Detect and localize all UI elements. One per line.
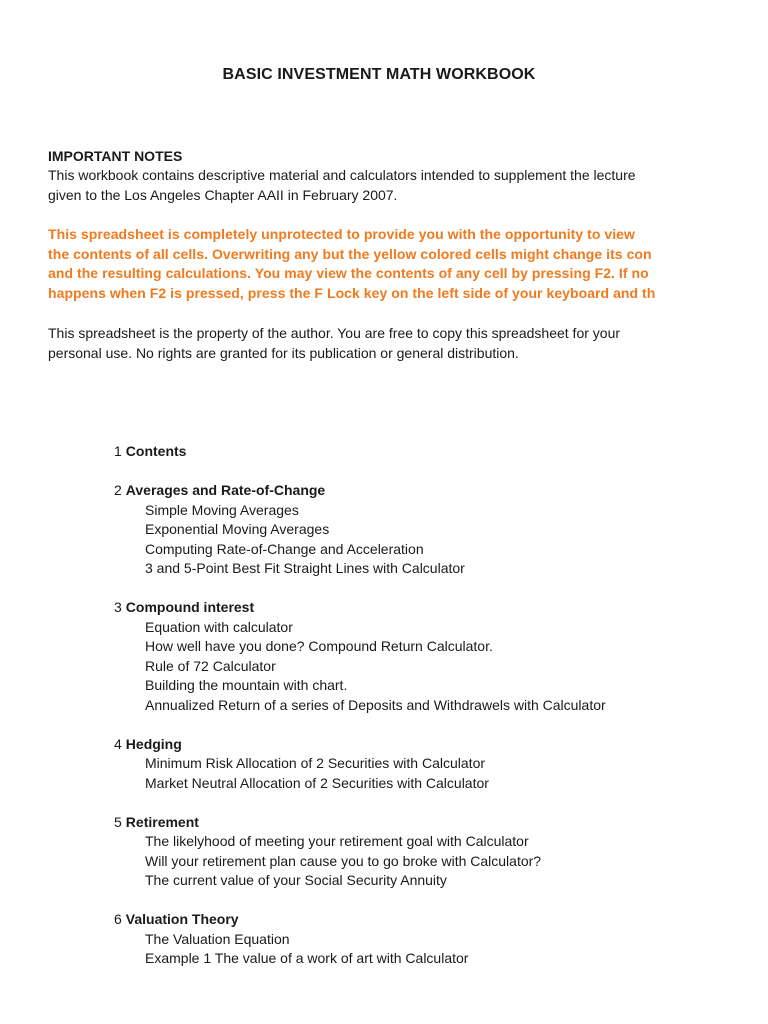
toc-section-number: 3 — [114, 599, 122, 615]
toc-section-title: Averages and Rate-of-Change — [125, 482, 326, 498]
toc-section-title: Contents — [125, 443, 187, 459]
toc-section-heading — [114, 442, 754, 462]
warning-line: the contents of all cells. Overwriting any but the yellow colored cells might change its con — [48, 245, 652, 262]
toc-section-heading — [114, 813, 754, 833]
table-of-contents — [114, 442, 754, 988]
toc-item: Computing Rate-of-Change and Acceleration — [145, 540, 424, 557]
toc-item: 3 and 5-Point Best Fit Straight Lines with Calculator — [145, 560, 465, 576]
toc-section — [114, 735, 754, 794]
toc-section-title: Compound interest — [125, 599, 255, 615]
toc-item: Rule of 72 Calculator — [145, 657, 276, 674]
toc-section-heading — [114, 481, 754, 501]
page-title: BASIC INVESTMENT MATH WORKBOOK — [222, 66, 536, 83]
toc-item: The current value of your Social Security Annuity — [145, 872, 447, 888]
toc-item: Building the mountain with chart. — [145, 677, 348, 693]
toc-section-heading — [114, 598, 754, 618]
toc-section-title: Hedging — [125, 735, 182, 752]
warning-line: and the resulting calculations. You may view the contents of any cell by pressing F2. If no — [48, 265, 649, 282]
warning-line: happens when F2 is pressed, press the F Lock key on the left side of your keyboard and th — [48, 284, 656, 301]
property-line: This spreadsheet is the property of the author. You are free to copy this spreadsheet for your — [48, 325, 621, 341]
toc-section-heading — [114, 910, 754, 930]
notes-line: This workbook contains descriptive material and calculators intended to supplement the lecture — [48, 167, 636, 183]
toc-section-number: 6 — [114, 911, 122, 927]
toc-section-title: Retirement — [125, 813, 199, 830]
toc-item: Annualized Return of a series of Deposits and Withdrawels with Calculator — [145, 696, 606, 713]
toc-item: Simple Moving Averages — [145, 501, 299, 518]
toc-section-title: Valuation Theory — [125, 911, 239, 927]
toc-section-number: 4 — [114, 735, 122, 752]
property-paragraph — [48, 324, 758, 363]
toc-item: Market Neutral Allocation of 2 Securities with Calculator — [145, 774, 489, 791]
notes-body — [48, 166, 758, 205]
notes-line: given to the Los Angeles Chapter AAII in February 2007. — [48, 186, 398, 203]
toc-item: Exponential Moving Averages — [145, 521, 330, 537]
toc-section — [114, 481, 754, 579]
toc-item: Example 1 The value of a work of art with Calculator — [145, 950, 469, 966]
toc-section — [114, 598, 754, 715]
toc-section — [114, 442, 754, 462]
toc-item: Minimum Risk Allocation of 2 Securities with Calculator — [145, 755, 486, 771]
warning-line: This spreadsheet is completely unprotected to provide you with the opportunity to view — [48, 226, 635, 242]
toc-item: How well have you done? Compound Return Calculator. — [145, 638, 493, 654]
toc-item: The likelyhood of meeting your retirement goal with Calculator — [145, 833, 529, 849]
toc-section-heading — [114, 735, 754, 755]
toc-item: The Valuation Equation — [145, 930, 290, 947]
toc-section-number: 1 — [114, 443, 122, 459]
toc-section-number: 5 — [114, 813, 122, 830]
toc-section-number: 2 — [114, 482, 122, 498]
property-line: personal use. No rights are granted for its publication or general distribution. — [48, 344, 519, 361]
toc-item: Will your retirement plan cause you to go broke with Calculator? — [145, 852, 542, 869]
toc-item: Equation with calculator — [145, 618, 293, 635]
toc-section — [114, 910, 754, 969]
toc-section — [114, 813, 754, 891]
notes-heading: IMPORTANT NOTES — [48, 148, 183, 164]
warning-paragraph — [48, 225, 758, 303]
